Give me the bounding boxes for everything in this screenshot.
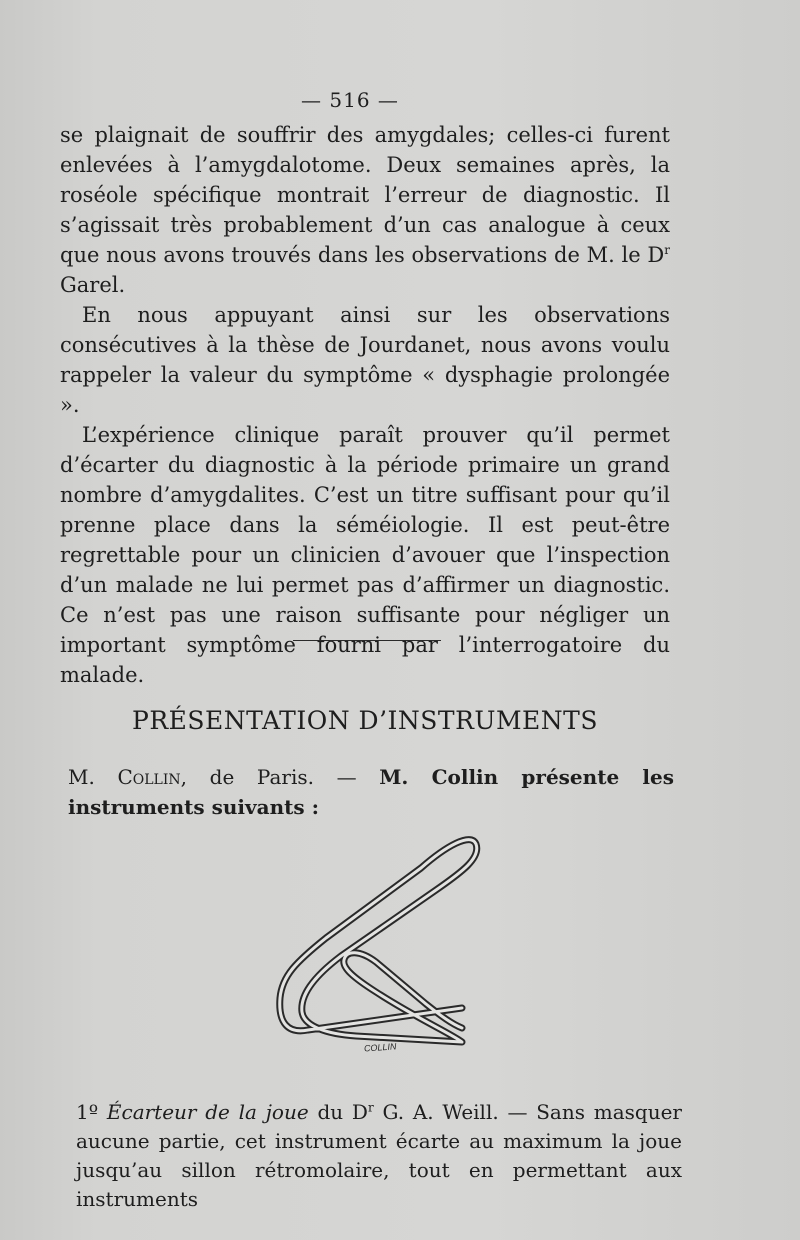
engraving-mark: COLLIN [363,1041,397,1054]
item-1 [76,1098,682,1214]
item-author: G. A. Weill. [373,1100,499,1124]
cheek-retractor-illustration [266,828,486,1068]
paragraph-1-sup: r [664,243,670,257]
section-divider [293,640,441,641]
item-description: — Sans masquer aucune partie, cet instrument écarte au maximum la joue jusqu’au sillon rétromolaire, tout en permettant aux instruments [76,1100,682,1211]
paragraph-2: En nous appuyant ainsi sur les observations consécutives à la thèse de Jourdanet, nous avons voulu rappeler la valeur du symptôme « dysphagie prolongée ». [60,303,670,417]
presenter-location: , de Paris. — [180,765,380,789]
retractor-outline [280,840,477,1042]
paragraph-1-text: se plaignait de souffrir des amygdales; celles-ci furent enlevées à l’amygdalotome. Deux semaines après, la roséole spécifique montrait l’erreur de diagnostic. Il s’agissait très probablement d’un cas analogue à ceux que nous avons trouvés dans les observations de M. le D [60,123,670,267]
presenter-statement: M. Collin présente les instruments suivants : [68,765,674,819]
paragraph-1-tail: Garel. [60,273,126,297]
item-by: du D [308,1100,368,1124]
instrument-figure [266,828,486,1068]
presenter-prefix: M. [68,765,118,789]
item-sup: r [367,1100,374,1115]
body-text [60,120,670,690]
presenter-name: Collin [117,765,181,789]
paragraph-3: L’expérience clinique paraît prouver qu’il permet d’écarter du diagnostic à la période primaire un grand nombre d’amygdalites. C’est un titre suffisant pour qu’il prenne place dans la séméiologie. Il est peut-être regrettable pour un clinicien d’avouer que l’inspection d’un malade ne lui permet pas d’affirmer un diagnostic. Ce n’est pas une raison suffisante pour négliger un important symptôme fourni par l’interrogatoire du malade. [60,423,670,687]
item-title: Écarteur de la joue [106,1100,309,1124]
page-number: — 516 — [301,88,399,112]
section-title: PRÉSENTATION D’INSTRUMENTS [132,706,598,735]
item-number: 1º [76,1100,107,1124]
presenter-line [68,762,674,822]
paragraph-1 [60,120,670,300]
